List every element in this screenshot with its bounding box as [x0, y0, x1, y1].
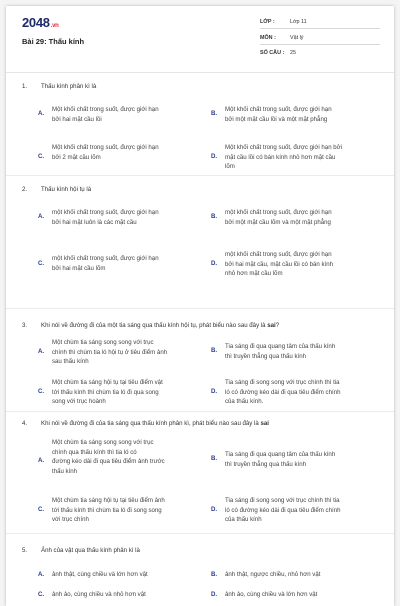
- question-stem: [22, 420, 269, 427]
- question-number: 1.: [22, 83, 28, 90]
- option-letter: C.: [38, 388, 45, 395]
- header-divider: [6, 72, 394, 73]
- option-line: với trục chính: [52, 516, 89, 523]
- question-number: 3.: [22, 322, 28, 329]
- meta-divider: [260, 28, 380, 29]
- option-line: một khối chất trong suốt, được giới hạn: [52, 209, 159, 216]
- question-text: Thấu kính phân kì là: [41, 83, 97, 90]
- option-line: Tia sáng đi qua quang tâm của thấu kính: [225, 343, 336, 350]
- option-line: bởi hai mặt cầu lồi: [52, 115, 102, 123]
- question-number: 4.: [22, 420, 28, 427]
- option-letter: C.: [38, 153, 45, 160]
- option-line: Một chùm tia sáng song song với trục: [52, 339, 154, 346]
- question-stem: [22, 547, 140, 554]
- option-line: chính qua thấu kính thì tia ló có: [52, 448, 137, 456]
- meta-subject-value: Vật lý: [290, 35, 304, 41]
- option-line: thì truyền thẳng qua thấu kính: [225, 352, 306, 360]
- option-line: Tia sáng đi song song với trục chính thì tia: [225, 497, 340, 504]
- option-line: bởi một mặt cầu lõm và một mặt phẳng: [225, 218, 331, 226]
- option-letter: B.: [211, 213, 218, 220]
- logo-text: 2048: [22, 15, 50, 30]
- meta-count-value: 25: [290, 50, 296, 56]
- option-letter: B.: [211, 347, 218, 354]
- option-letter: B.: [211, 455, 218, 462]
- option-letter: A.: [38, 457, 45, 464]
- option-line: thì truyền thẳng qua thấu kính: [225, 460, 306, 468]
- option-line: bởi hai mặt luôn là các mặt cầu: [52, 218, 137, 226]
- question-stem: [22, 83, 96, 90]
- question-divider: [6, 308, 394, 309]
- option-letter: D.: [211, 591, 218, 598]
- question-number: 2.: [22, 186, 28, 193]
- option-letter: C.: [38, 506, 45, 513]
- question-stem: [22, 186, 91, 193]
- option-line: Một khối chất trong suốt, được giới hạn: [52, 106, 159, 113]
- option-line: một khối chất trong suốt, được giới hạn: [225, 251, 332, 258]
- option-line: ảnh thật, ngược chiều, nhỏ hơn vật: [225, 571, 321, 578]
- option-line: đường kéo dài đi qua tiêu điểm ảnh trước: [52, 458, 165, 465]
- question-text: Khi nói về đường đi của một tia sáng qua thấu kính hội tụ, phát biểu nào sau đây là: [41, 322, 268, 329]
- option-letter: A.: [38, 213, 45, 220]
- option-line: bởi một mặt cầu lồi và một mặt phẳng: [225, 115, 328, 123]
- question-text: Thấu kính hội tụ là: [41, 186, 92, 193]
- option-line: Tia sáng đi qua quang tâm của thấu kính: [225, 451, 336, 458]
- meta-grade-value: Lớp 11: [290, 19, 307, 25]
- option-line: ló có đường kéo dài đi qua tiêu điểm chính: [225, 506, 341, 514]
- option-line: lõm: [225, 163, 235, 170]
- meta-divider: [260, 44, 380, 45]
- option-line: tới thấu kính thì chùm tia ló đi qua song: [52, 388, 159, 396]
- question-number: 5.: [22, 547, 28, 554]
- question-text: Ảnh của vật qua thấu kính phân kì là: [41, 547, 140, 554]
- page-title: Bài 29: Thấu kính: [22, 37, 85, 46]
- question-divider: [6, 175, 394, 176]
- question-text: Khi nói về đường đi của tia sáng qua thấu kính phân kì, phát biểu nào sau đây là: [41, 420, 261, 427]
- question-text-end: ?: [275, 322, 280, 329]
- option-line: Một chùm tia sáng hội tụ tại tiêu điểm vật: [52, 379, 163, 386]
- question-emphasis: sai: [267, 322, 276, 329]
- option-line: ảnh ảo, cùng chiều và nhỏ hơn vật: [52, 591, 146, 598]
- option-line: sau thấu kính: [52, 358, 89, 365]
- option-letter: A.: [38, 110, 45, 117]
- worksheet-page: [6, 6, 394, 606]
- option-letter: C.: [38, 591, 45, 598]
- option-letter: D.: [211, 506, 218, 513]
- option-letter: D.: [211, 260, 218, 267]
- question-divider: [6, 411, 394, 412]
- option-line: Tia sáng đi song song với trục chính thì tia: [225, 379, 340, 386]
- option-line: tới thấu kính thì chùm tia ló đi song song: [52, 506, 162, 514]
- option-line: Một khối chất trong suốt, được giới hạn bởi: [225, 144, 343, 151]
- option-line: ảnh thật, cùng chiều và lớn hơn vật: [52, 571, 148, 578]
- question-stem: [22, 322, 279, 329]
- option-line: nhỏ hơn mặt cầu lõm: [225, 270, 283, 277]
- option-line: thấu kính: [52, 467, 78, 475]
- meta-grade-label: LỚP :: [260, 19, 275, 25]
- option-line: Một khối chất trong suốt, được giới hạn: [225, 106, 332, 113]
- option-line: Một khối chất trong suốt, được giới hạn: [52, 144, 159, 151]
- option-line: bởi 2 mặt cầu lõm: [52, 153, 101, 161]
- option-line: một khối chất trong suốt, được giới hạn: [225, 209, 332, 216]
- question-emphasis: sai: [260, 420, 269, 427]
- option-line: Một chùm tia sáng song song với trục: [52, 439, 154, 446]
- option-line: song với trục hoành: [52, 398, 106, 405]
- option-line: của thấu kính.: [225, 398, 264, 405]
- option-letter: C.: [38, 260, 45, 267]
- meta-count-label: SỐ CÂU :: [260, 50, 285, 56]
- option-letter: D.: [211, 153, 218, 160]
- option-line: mặt cầu lồi có bán kính nhỏ hơn mặt cầu: [225, 153, 336, 161]
- option-line: ló có đường kéo dài đi qua tiêu điểm chính: [225, 388, 341, 396]
- option-letter: B.: [211, 110, 218, 117]
- option-letter: A.: [38, 348, 45, 355]
- option-line: một khối chất trong suốt, được giới hạn: [52, 255, 159, 262]
- logo-suffix: .vn: [50, 23, 59, 29]
- option-line: ảnh ảo, cùng chiều và lớn hơn vật: [225, 591, 318, 598]
- option-line: bởi hai mặt cầu lõm: [52, 264, 106, 272]
- site-logo[interactable]: [22, 15, 59, 30]
- question-divider: [6, 533, 394, 534]
- option-line: chính thì chùm tia ló hội tụ ở tiêu điểm ảnh: [52, 348, 168, 356]
- worksheet-header: [6, 6, 394, 64]
- option-line: bởi hai mặt cầu, mặt cầu lồi có bán kính: [225, 260, 333, 268]
- meta-subject-label: MÔN :: [260, 35, 276, 41]
- option-letter: A.: [38, 571, 45, 578]
- option-line: của thấu kính: [225, 516, 262, 523]
- option-line: Một chùm tia sáng hội tụ tại tiêu điểm ảnh: [52, 497, 165, 504]
- option-letter: B.: [211, 571, 218, 578]
- option-letter: D.: [211, 388, 218, 395]
